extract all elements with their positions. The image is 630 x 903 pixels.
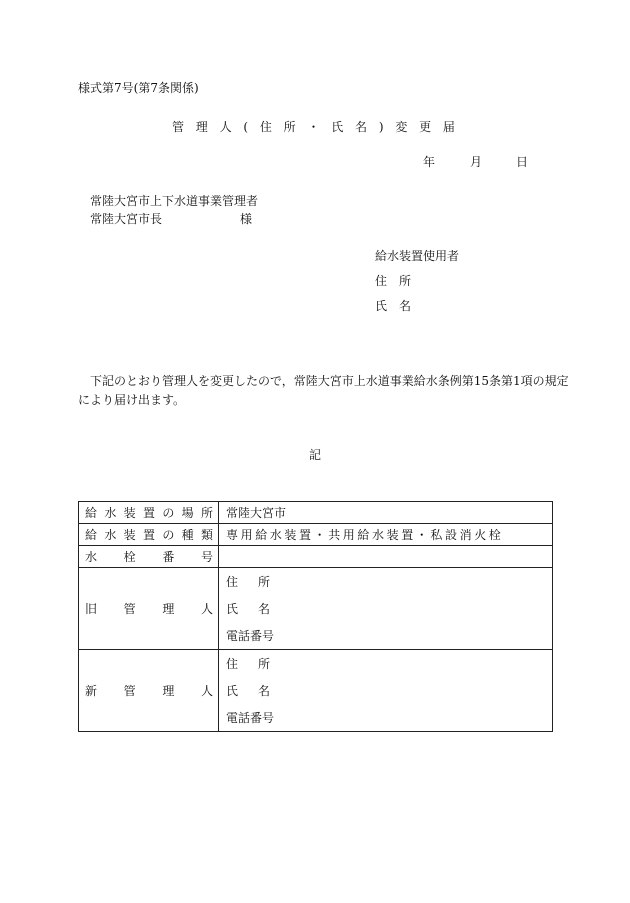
- form-number: 様式第7号(第7条関係): [78, 81, 199, 95]
- title-char: (: [243, 120, 249, 134]
- old-manager-label: 旧 管 理 人: [79, 568, 219, 650]
- title-char: ): [378, 120, 384, 134]
- new-manager-details: [219, 650, 553, 732]
- date-day: 日: [516, 155, 529, 169]
- table-row: [79, 524, 553, 546]
- title-char: 変: [395, 120, 408, 134]
- body-line2: により届け出ます。: [78, 393, 186, 407]
- title-char: 氏: [331, 120, 344, 134]
- new-manager-phone-field[interactable]: 電話番号: [226, 711, 275, 725]
- form-title: [172, 119, 455, 135]
- title-char: ・: [307, 120, 320, 134]
- location-value[interactable]: 常陸大宮市: [219, 502, 553, 524]
- addressee-line1: 常陸大宮市上下水道事業管理者: [90, 194, 259, 208]
- title-char: 所: [283, 120, 296, 134]
- title-char: 名: [355, 120, 368, 134]
- title-char: 管: [172, 120, 185, 134]
- title-char: 届: [442, 120, 455, 134]
- title-char: 住: [259, 120, 272, 134]
- old-manager-address-field[interactable]: 住 所: [226, 575, 270, 589]
- table-row-new-manager: [79, 650, 553, 732]
- old-manager-details: [219, 568, 553, 650]
- old-manager-phone-field[interactable]: 電話番号: [226, 629, 275, 643]
- table-row-old-manager: [79, 568, 553, 650]
- details-table: [78, 501, 553, 732]
- date-month: 月: [470, 155, 483, 169]
- faucet-number-value[interactable]: [219, 546, 553, 568]
- new-manager-label: 新 管 理 人: [79, 650, 219, 732]
- ki-label: 記: [309, 448, 322, 462]
- row-label: 水 栓 番 号: [79, 546, 219, 568]
- title-char: 理: [195, 120, 208, 134]
- new-manager-address-field[interactable]: 住 所: [226, 657, 270, 671]
- body-line1: 下記のとおり管理人を変更したので，常陸大宮市上水道事業給水条例第15条第1項の規定: [90, 374, 569, 388]
- addressee-honorific: 様: [240, 212, 253, 226]
- applicant-name-label: 氏 名: [375, 299, 411, 313]
- table-row: [79, 546, 553, 568]
- table-row: [79, 502, 553, 524]
- addressee-line2: 常陸大宮市長: [90, 212, 163, 226]
- date-year: 年: [423, 155, 436, 169]
- device-type-value[interactable]: 専用給水装置・共用給水装置・私設消火栓: [219, 524, 553, 546]
- applicant-address-label: 住 所: [375, 274, 411, 288]
- row-label: 給 水 装 置 の 場 所: [79, 502, 219, 524]
- old-manager-name-field[interactable]: 氏 名: [226, 602, 270, 616]
- row-label: 給 水 装 置 の 種 類: [79, 524, 219, 546]
- title-char: 更: [419, 120, 432, 134]
- applicant-heading: 給水装置使用者: [375, 249, 460, 263]
- title-char: 人: [219, 120, 232, 134]
- new-manager-name-field[interactable]: 氏 名: [226, 684, 270, 698]
